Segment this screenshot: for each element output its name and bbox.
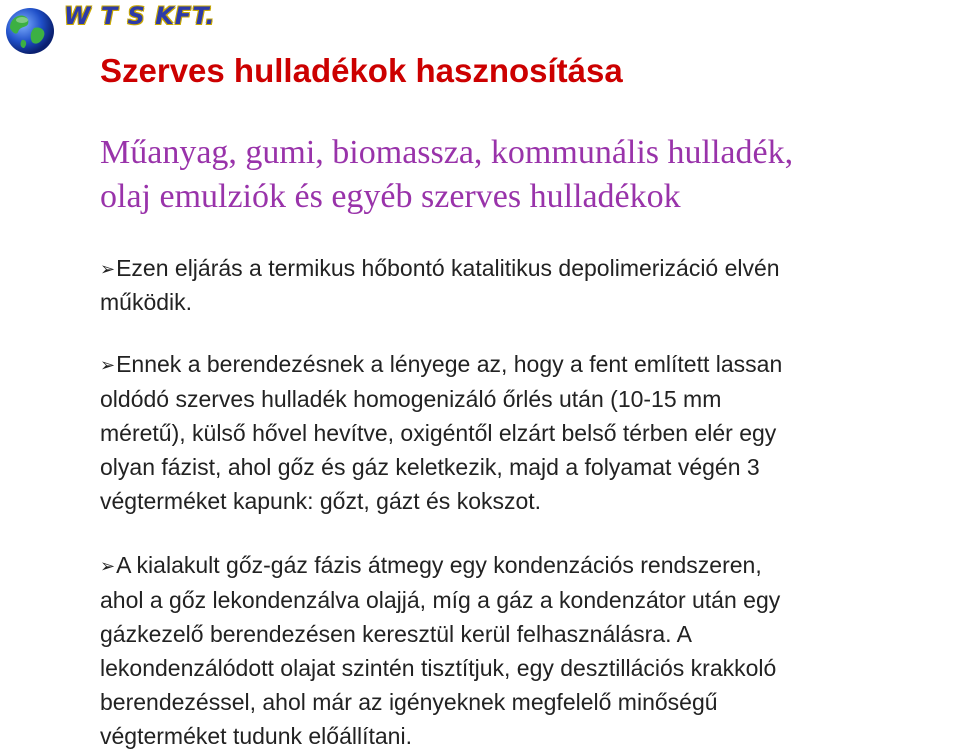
arrow-bullet-icon: ➢ [100, 259, 116, 279]
paragraph-line: ➢Ennek a berendezésnek a lényege az, hogy a fent említett lassan [100, 347, 950, 382]
company-logo [4, 2, 216, 56]
page-title: Szerves hulladékok hasznosítása [100, 52, 623, 89]
paragraph-line: oldódó szerves hulladék homogenizáló őrlés után (10-15 mm [100, 386, 722, 412]
globe-icon [4, 6, 56, 56]
paragraph-line: berendezéssel, ahol már az igényeknek megfelelő minőségű [100, 689, 718, 715]
subtitle-line: Műanyag, gumi, biomassza, kommunális hulladék, [100, 134, 794, 171]
paragraph-line: végterméket tudunk előállítani. [100, 723, 412, 749]
bullet-paragraph-2 [100, 347, 950, 518]
paragraph-line: ➢Ezen eljárás a termikus hőbontó katalitikus depolimerizáció elvén [100, 252, 950, 286]
paragraph-line: olyan fázist, ahol gőz és gáz keletkezik, majd a folyamat végén 3 [100, 454, 760, 480]
bullet-paragraph-3 [100, 548, 950, 753]
paragraph-line: működik. [100, 289, 193, 315]
arrow-bullet-icon: ➢ [100, 556, 116, 576]
subtitle-line: olaj emulziók és egyéb szerves hulladékok [100, 178, 681, 215]
paragraph-line: méretű), külső hővel hevítve, oxigéntől elzárt belső térben elér egy [100, 420, 777, 446]
logo-text: W T S KFT. [64, 2, 216, 30]
arrow-bullet-icon: ➢ [100, 355, 116, 375]
subtitle [100, 131, 940, 219]
paragraph-line: lekondenzálódott olajat szintén tisztítjuk, egy desztillációs krakkoló [100, 655, 777, 681]
bullet-paragraph-1 [100, 252, 950, 319]
paragraph-line: ➢A kialakult gőz-gáz fázis átmegy egy kondenzációs rendszeren, [100, 548, 950, 583]
paragraph-line: gázkezelő berendezésen keresztül kerül felhasználásra. A [100, 621, 692, 647]
paragraph-line: ahol a gőz lekondenzálva olajjá, míg a gáz a kondenzátor után egy [100, 587, 781, 613]
paragraph-line: végterméket kapunk: gőzt, gázt és kokszot. [100, 488, 542, 514]
